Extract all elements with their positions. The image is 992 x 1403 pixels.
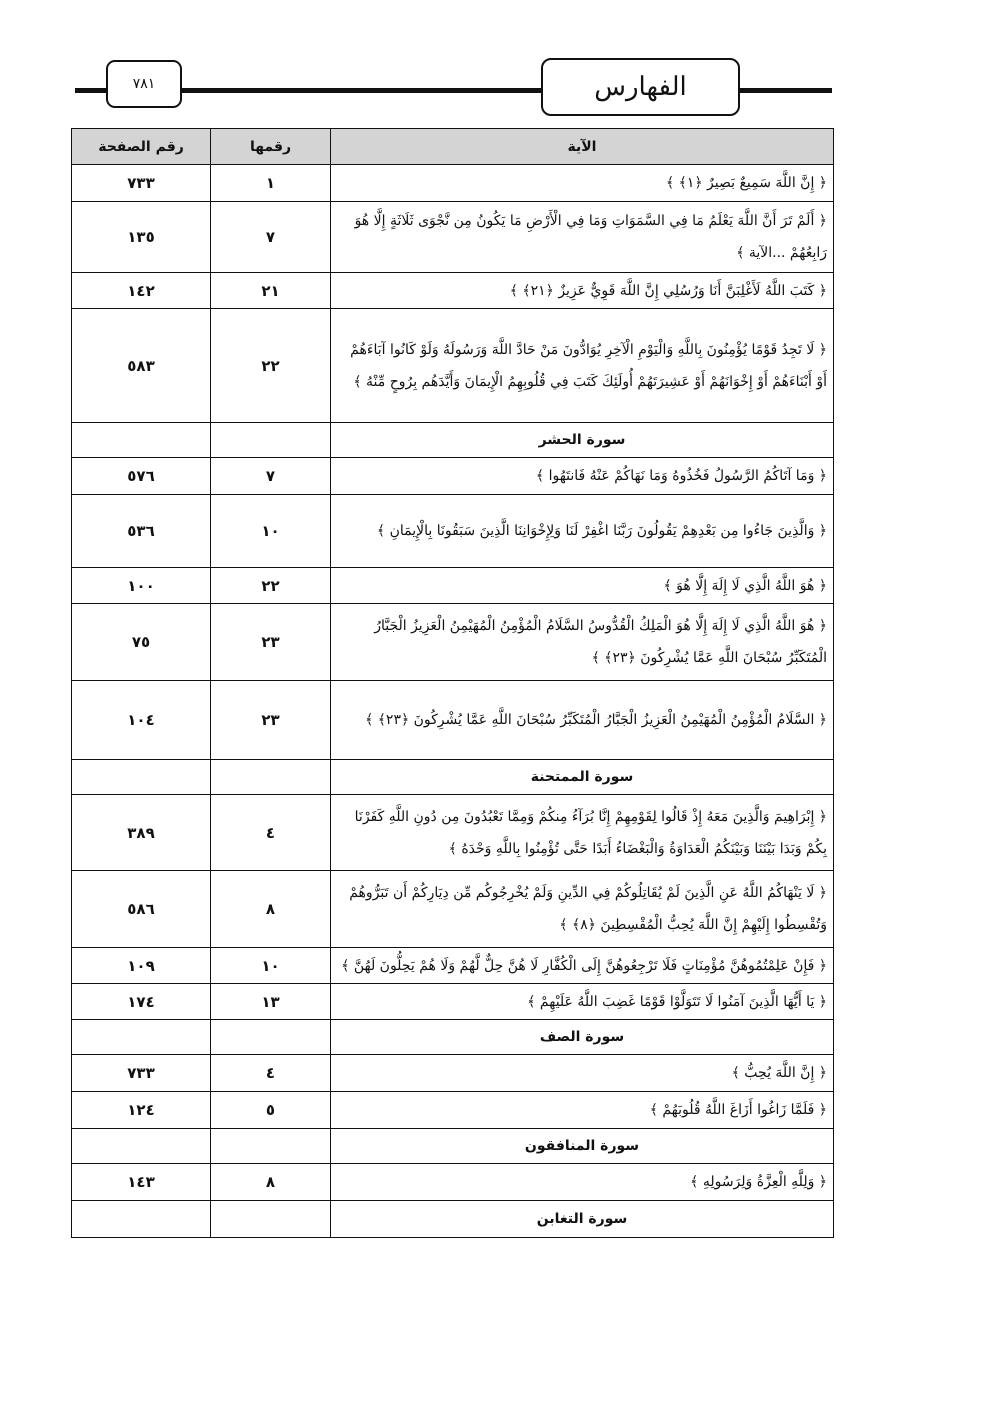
page-cell: ٥٨٦ (72, 871, 211, 948)
page-cell (72, 1020, 211, 1055)
table-row (72, 309, 834, 423)
number-cell (211, 423, 331, 458)
page-number-box (106, 60, 182, 108)
table-row (72, 1092, 834, 1129)
column-header-number: رقمها (211, 129, 331, 165)
table-header-row (72, 129, 834, 165)
ayah-text: ﴿ أَلَمْ تَرَ أَنَّ اللَّهَ يَعْلَمُ مَا فِي السَّمَوَاتِ وَمَا فِي الْأَرْضِ مَا يَكُونُ مِن نَّجْوَى ثَلَاثَةٍ إِلَّا هُوَ رَابِعُهُمْ ...الآية ﴾ (331, 202, 834, 273)
number-cell: ٧ (211, 202, 331, 273)
table-row (72, 795, 834, 871)
number-cell: ٢٢ (211, 568, 331, 604)
ayah-text: ﴿ فَلَمَّا زَاغُوا أَزَاغَ اللَّهُ قُلُوبَهُمْ ﴾ (331, 1092, 834, 1129)
surah-heading-row (72, 423, 834, 458)
surah-name: سورة المنافقون (331, 1129, 834, 1164)
number-cell (211, 1201, 331, 1238)
ayah-text: ﴿ إِبْرَاهِيمَ وَالَّذِينَ مَعَهُ إِذْ قَالُوا لِقَوْمِهِمْ إِنَّا بُرَآءُ مِنكُمْ وَمِمَّا تَعْبُدُونَ مِن دُونِ اللَّهِ كَفَرْنَا بِكُمْ وَبَدَا بَيْنَنَا وَبَيْنَكُمُ الْعَدَاوَةُ وَالْبَغْضَاءُ أَبَدًا حَتَّى تُؤْمِنُوا بِاللَّهِ وَحْدَهُ ﴾ (331, 795, 834, 871)
number-cell: ١٣ (211, 984, 331, 1020)
surah-name: سورة الممتحنة (331, 760, 834, 795)
page-cell (72, 423, 211, 458)
number-cell: ١ (211, 165, 331, 202)
table-row (72, 984, 834, 1020)
table-row (72, 871, 834, 948)
ayah-text: ﴿ لَا تَجِدُ قَوْمًا يُؤْمِنُونَ بِاللَّهِ وَالْيَوْمِ الْآخِرِ يُوَادُّونَ مَنْ حَادَّ اللَّهَ وَرَسُولَهُ وَلَوْ كَانُوا آبَاءَهُمْ أَوْ أَبْنَاءَهُمْ أَوْ إِخْوَانَهُمْ أَوْ عَشِيرَتَهُمْ أُولَئِكَ كَتَبَ فِي قُلُوبِهِمُ الْإِيمَانَ وَأَيَّدَهُم بِرُوحٍ مِّنْهُ ﴾ (331, 309, 834, 423)
page-cell: ٣٨٩ (72, 795, 211, 871)
number-cell: ٢٣ (211, 681, 331, 760)
number-cell: ٢٢ (211, 309, 331, 423)
number-cell: ٤ (211, 1055, 331, 1092)
page-cell: ٥٨٣ (72, 309, 211, 423)
surah-heading-row (72, 1129, 834, 1164)
ayah-text: ﴿ السَّلَامُ الْمُؤْمِنُ الْمُهَيْمِنُ الْعَزِيزُ الْجَبَّارُ الْمُتَكَبِّرُ سُبْحَانَ اللَّهِ عَمَّا يُشْرِكُونَ ﴿٢٣﴾ ﴾ (331, 681, 834, 760)
page-cell: ١٠٤ (72, 681, 211, 760)
number-cell: ١٠ (211, 495, 331, 568)
table-row (72, 1164, 834, 1201)
ayah-text: ﴿ وَالَّذِينَ جَاءُوا مِن بَعْدِهِمْ يَقُولُونَ رَبَّنَا اغْفِرْ لَنَا وَلِإِخْوَانِنَا الَّذِينَ سَبَقُونَا بِالْإِيمَانِ ﴾ (331, 495, 834, 568)
page-cell: ١٤٢ (72, 273, 211, 309)
page-cell: ١٠٠ (72, 568, 211, 604)
ayah-text: ﴿ لَا يَنْهَاكُمُ اللَّهُ عَنِ الَّذِينَ لَمْ يُقَاتِلُوكُمْ فِي الدِّينِ وَلَمْ يُخْرِجُوكُم مِّن دِيَارِكُمْ أَن تَبَرُّوهُمْ وَتُقْسِطُوا إِلَيْهِمْ إِنَّ اللَّهَ يُحِبُّ الْمُقْسِطِينَ ﴿٨﴾ ﴾ (331, 871, 834, 948)
table-row (72, 568, 834, 604)
surah-name: سورة الصف (331, 1020, 834, 1055)
table-row (72, 273, 834, 309)
section-title: الفهارس (594, 72, 687, 102)
column-header-page: رقم الصفحة (72, 129, 211, 165)
table-body (72, 165, 834, 1238)
ayah-text: ﴿ يَا أَيُّهَا الَّذِينَ آمَنُوا لَا تَتَوَلَّوْا قَوْمًا غَضِبَ اللَّهُ عَلَيْهِمْ ﴾ (331, 984, 834, 1020)
ayah-text: ﴿ هُوَ اللَّهُ الَّذِي لَا إِلَهَ إِلَّا هُوَ ﴾ (331, 568, 834, 604)
table-row (72, 495, 834, 568)
ayah-index-table (71, 128, 834, 1238)
number-cell (211, 760, 331, 795)
number-cell: ٤ (211, 795, 331, 871)
page-cell (72, 1129, 211, 1164)
number-cell: ٨ (211, 1164, 331, 1201)
page-cell: ١٧٤ (72, 984, 211, 1020)
number-cell: ٨ (211, 871, 331, 948)
page-cell: ٧٥ (72, 604, 211, 681)
table-row (72, 604, 834, 681)
table-row (72, 1055, 834, 1092)
ayah-text: ﴿ كَتَبَ اللَّهُ لَأَغْلِبَنَّ أَنَا وَرُسُلِي إِنَّ اللَّهَ قَوِيٌّ عَزِيزٌ ﴿٢١﴾ ﴾ (331, 273, 834, 309)
page-cell: ٧٣٣ (72, 1055, 211, 1092)
page-cell: ١٤٣ (72, 1164, 211, 1201)
page-cell: ١٢٤ (72, 1092, 211, 1129)
number-cell: ١٠ (211, 948, 331, 984)
page-cell: ٧٣٣ (72, 165, 211, 202)
page-cell: ١٠٩ (72, 948, 211, 984)
number-cell (211, 1129, 331, 1164)
ayah-text: ﴿ هُوَ اللَّهُ الَّذِي لَا إِلَهَ إِلَّا هُوَ الْمَلِكُ الْقُدُّوسُ السَّلَامُ الْمُؤْمِنُ الْمُهَيْمِنُ الْعَزِيزُ الْجَبَّارُ الْمُتَكَبِّرُ سُبْحَانَ اللَّهِ عَمَّا يُشْرِكُونَ ﴿٢٣﴾ ﴾ (331, 604, 834, 681)
page-cell (72, 1201, 211, 1238)
number-cell: ٥ (211, 1092, 331, 1129)
page-cell (72, 760, 211, 795)
ayah-text: ﴿ وَمَا آتَاكُمُ الرَّسُولُ فَخُذُوهُ وَمَا نَهَاكُمْ عَنْهُ فَانتَهُوا ﴾ (331, 458, 834, 495)
surah-heading-row (72, 760, 834, 795)
page-cell: ٥٧٦ (72, 458, 211, 495)
table-row (72, 165, 834, 202)
surah-name: سورة التغابن (331, 1201, 834, 1238)
number-cell: ٢٣ (211, 604, 331, 681)
page-cell: ٥٣٦ (72, 495, 211, 568)
table-row (72, 202, 834, 273)
page-cell: ١٣٥ (72, 202, 211, 273)
section-title-box (541, 58, 740, 116)
surah-heading-row (72, 1020, 834, 1055)
ayah-text: ﴿ وَلِلَّهِ الْعِزَّةُ وَلِرَسُولِهِ ﴾ (331, 1164, 834, 1201)
surah-name: سورة الحشر (331, 423, 834, 458)
ayah-text: ﴿ فَإِنْ عَلِمْتُمُوهُنَّ مُؤْمِنَاتٍ فَلَا تَرْجِعُوهُنَّ إِلَى الْكُفَّارِ لَا هُنَّ حِلٌّ لَّهُمْ وَلَا هُمْ يَحِلُّونَ لَهُنَّ ﴾ (331, 948, 834, 984)
ayah-text: ﴿ إِنَّ اللَّهَ يُحِبُّ ﴾ (331, 1055, 834, 1092)
number-cell: ٢١ (211, 273, 331, 309)
page-number: ٧٨١ (132, 76, 156, 92)
column-header-ayah: الآية (331, 129, 834, 165)
table-row (72, 681, 834, 760)
ayah-text: ﴿ إِنَّ اللَّهَ سَمِيعٌ بَصِيرٌ ﴿١﴾ ﴾ (331, 165, 834, 202)
number-cell: ٧ (211, 458, 331, 495)
table-row (72, 948, 834, 984)
surah-heading-row (72, 1201, 834, 1238)
table-row (72, 458, 834, 495)
number-cell (211, 1020, 331, 1055)
